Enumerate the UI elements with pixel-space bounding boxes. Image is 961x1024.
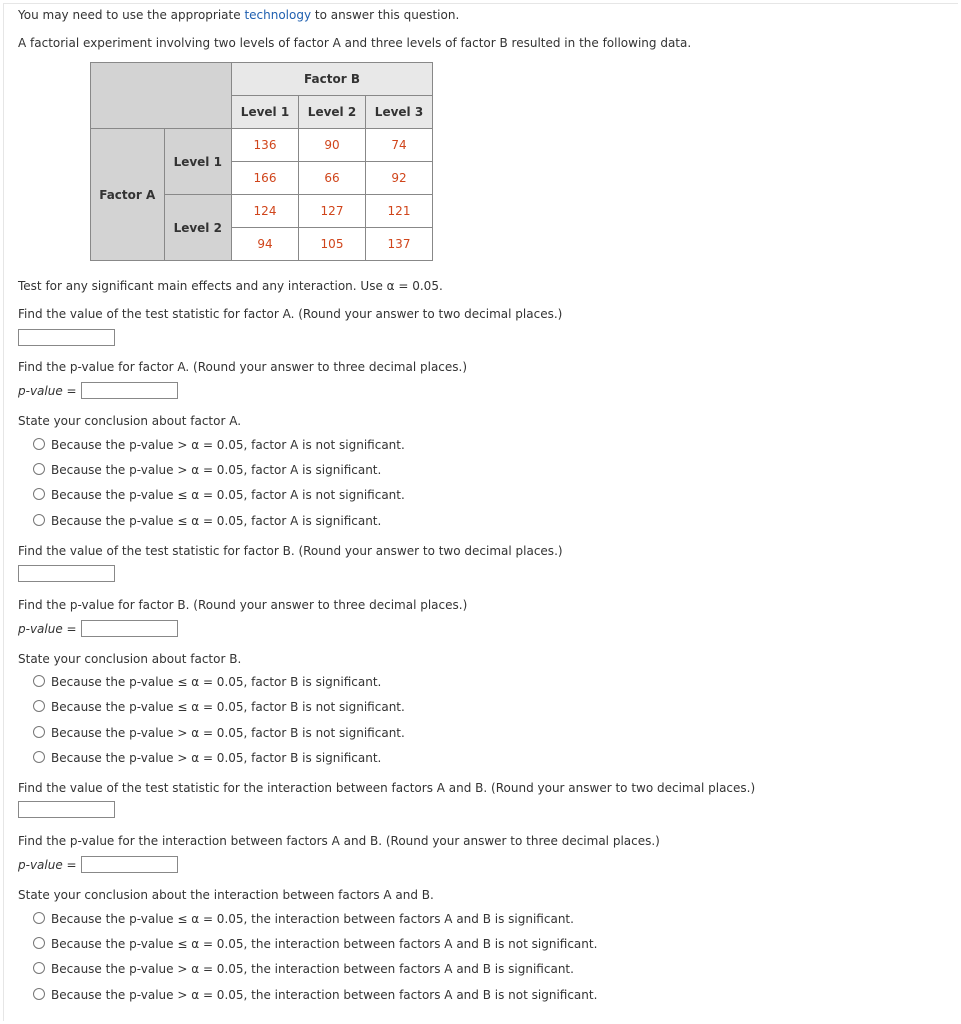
interaction-p-prompt: Find the p-value for the interaction between factors A and B. (Round your answer to three decimal places.) [18,834,660,848]
interaction-option-1-radio[interactable] [33,912,45,924]
interaction-option-4-label: Because the p-value > α = 0.05, the interaction between factors A and B is not significant. [51,988,598,1002]
factor-a-option-1-label: Because the p-value > α = 0.05, factor A is not significant. [51,438,405,452]
row-header-level-2: Level 2 [164,195,231,261]
factor-a-pvalue-input[interactable] [81,382,178,399]
factor-b-option-3-radio[interactable] [33,726,45,738]
table-corner [91,63,232,129]
factorial-data-table [90,62,433,261]
cell-a1-b3-2: 92 [366,162,433,195]
factor-b-pvalue-input[interactable] [81,620,178,637]
intro-line-1: You may need to use the appropriate technology to answer this question. [18,8,460,22]
factor-b-option-2-label: Because the p-value ≤ α = 0.05, factor B is not significant. [51,700,405,714]
factor-b-conclusion-prompt: State your conclusion about factor B. [18,652,242,666]
cell-a1-b1-2: 166 [232,162,299,195]
factor-b-p-prompt: Find the p-value for factor B. (Round your answer to three decimal places.) [18,598,468,612]
factor-a-pvalue-label: p-value = [18,384,77,398]
factor-a-conclusion-prompt: State your conclusion about factor A. [18,414,242,428]
cell-a1-b1-1: 136 [232,129,299,162]
interaction-pvalue-input[interactable] [81,856,178,873]
factor-a-p-prompt: Find the p-value for factor A. (Round your answer to three decimal places.) [18,360,468,374]
interaction-pvalue-label: p-value = [18,858,77,872]
cell-a2-b3-2: 137 [366,228,433,261]
factor-b-option-1-label: Because the p-value ≤ α = 0.05, factor B is significant. [51,675,382,689]
factor-b-option-1-radio[interactable] [33,675,45,687]
technology-link[interactable]: technology [244,8,312,22]
interaction-option-3-radio[interactable] [33,962,45,974]
factor-a-stat-input[interactable] [18,329,115,346]
factor-b-stat-prompt: Find the value of the test statistic for factor B. (Round your answer to two decimal places.) [18,544,563,558]
intro-line-2: A factorial experiment involving two levels of factor A and three levels of factor B resulted in the following data. [18,36,692,50]
interaction-option-4-radio[interactable] [33,988,45,1000]
cell-a1-b3-1: 74 [366,129,433,162]
interaction-option-1-label: Because the p-value ≤ α = 0.05, the interaction between factors A and B is significant. [51,912,574,926]
factor-b-option-2-radio[interactable] [33,700,45,712]
interaction-option-2-label: Because the p-value ≤ α = 0.05, the interaction between factors A and B is not significant. [51,937,598,951]
cell-a1-b2-1: 90 [299,129,366,162]
col-header-level-1: Level 1 [232,96,299,129]
factor-b-header: Factor B [232,63,433,96]
row-header-level-1: Level 1 [164,129,231,195]
cell-a1-b2-2: 66 [299,162,366,195]
cell-a2-b3-1: 121 [366,195,433,228]
factor-b-pvalue-label: p-value = [18,622,77,636]
interaction-stat-input[interactable] [18,801,115,818]
factor-b-option-4-label: Because the p-value > α = 0.05, factor B is significant. [51,751,382,765]
factor-a-option-1-radio[interactable] [33,438,45,450]
cell-a2-b2-2: 105 [299,228,366,261]
factor-a-option-2-label: Because the p-value > α = 0.05, factor A is significant. [51,463,382,477]
cell-a2-b1-1: 124 [232,195,299,228]
factor-b-option-3-label: Because the p-value > α = 0.05, factor B is not significant. [51,726,405,740]
factor-a-option-2-radio[interactable] [33,463,45,475]
col-header-level-3: Level 3 [366,96,433,129]
factor-a-header: Factor A [91,129,165,261]
factor-a-option-4-label: Because the p-value ≤ α = 0.05, factor A is significant. [51,514,382,528]
factor-a-option-4-radio[interactable] [33,514,45,526]
cell-a2-b2-1: 127 [299,195,366,228]
factor-a-option-3-radio[interactable] [33,488,45,500]
factor-a-option-3-label: Because the p-value ≤ α = 0.05, factor A is not significant. [51,488,405,502]
factor-a-stat-prompt: Find the value of the test statistic for factor A. (Round your answer to two decimal places.) [18,307,563,321]
interaction-option-3-label: Because the p-value > α = 0.05, the interaction between factors A and B is significant. [51,962,574,976]
factor-b-option-4-radio[interactable] [33,751,45,763]
cell-a2-b1-2: 94 [232,228,299,261]
interaction-conclusion-prompt: State your conclusion about the interaction between factors A and B. [18,888,434,902]
test-instructions: Test for any significant main effects and any interaction. Use α = 0.05. [18,279,443,293]
interaction-option-2-radio[interactable] [33,937,45,949]
col-header-level-2: Level 2 [299,96,366,129]
factor-b-stat-input[interactable] [18,565,115,582]
interaction-stat-prompt: Find the value of the test statistic for the interaction between factors A and B. (Round your answer to two decimal places.) [18,781,756,795]
